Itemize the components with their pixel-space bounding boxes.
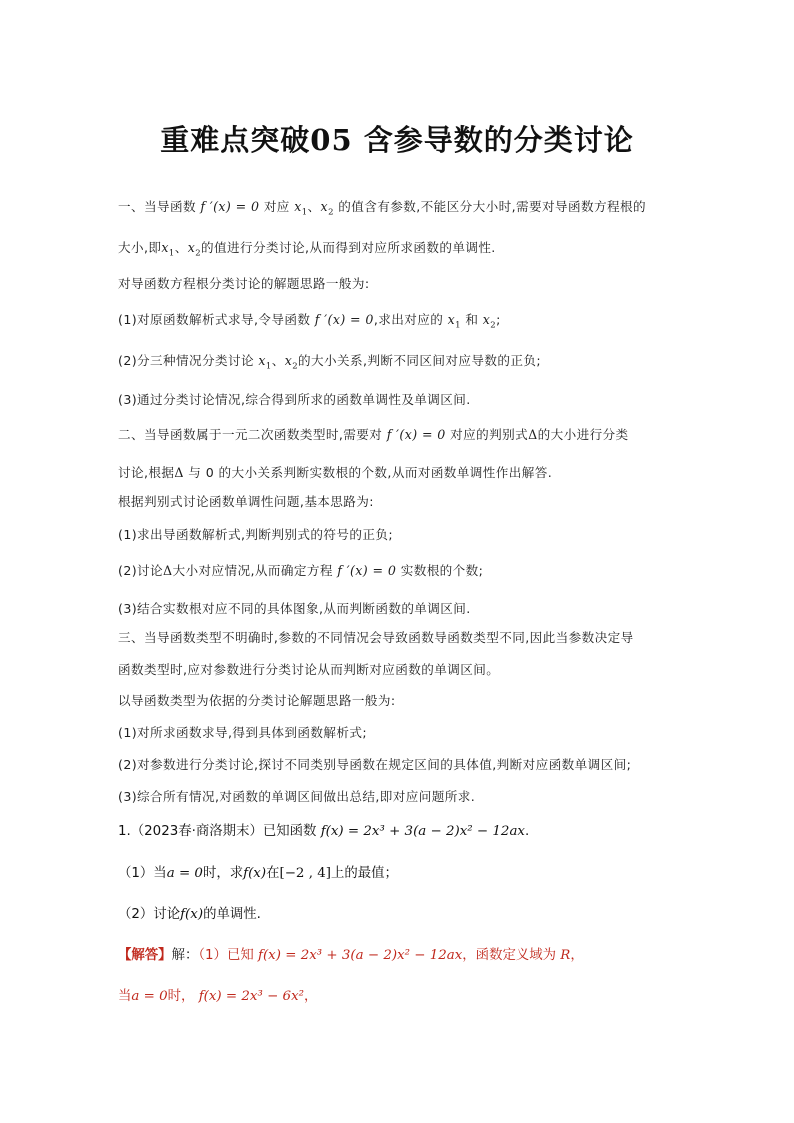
text: 和 bbox=[465, 312, 479, 327]
text: 实数根的个数; bbox=[400, 563, 484, 578]
sec2-line1 bbox=[118, 424, 629, 443]
subscript: 2 bbox=[328, 207, 334, 218]
text: 与 0 的大小关系判断实数根的个数,从而对函数单调性作出解答. bbox=[188, 465, 553, 480]
subscript: 2 bbox=[292, 361, 299, 372]
math-fx: f(x) bbox=[243, 866, 267, 881]
math-x1: x bbox=[161, 240, 169, 255]
problem-question bbox=[118, 820, 529, 839]
math-interval: [−2 , 4] bbox=[279, 866, 331, 881]
sec1-line1 bbox=[118, 196, 646, 218]
subscript: 1 bbox=[265, 361, 272, 372]
math-x2: x bbox=[482, 312, 491, 327]
math-f-definition: f(x) = 2x³ + 3(a − 2)x² − 12ax bbox=[258, 948, 463, 963]
text: 大小对应情况,从而确定方程 bbox=[172, 563, 333, 578]
math-fprime-zero: f ′(x) = 0 bbox=[200, 199, 260, 214]
math-f-at-a-zero: f(x) = 2x³ − 6x² bbox=[198, 989, 304, 1004]
math-fx: f(x) bbox=[180, 907, 204, 922]
answer-line1 bbox=[118, 944, 584, 963]
sec2-line2 bbox=[118, 462, 552, 481]
sec2-line3: 根据判别式讨论函数单调性问题,基本思路为: bbox=[118, 494, 374, 509]
subscript: 1 bbox=[455, 320, 461, 331]
math-fprime-zero: f ′(x) = 0 bbox=[386, 427, 446, 442]
math-x1: x bbox=[447, 312, 456, 327]
text: （1）当 bbox=[118, 866, 167, 881]
math-x2: x bbox=[320, 199, 329, 214]
text: 对应的判别式 bbox=[450, 427, 529, 442]
math-x1: x bbox=[258, 353, 266, 368]
math-a-zero: a = 0 bbox=[166, 866, 203, 881]
text: （1）已知 bbox=[198, 948, 254, 963]
answer-line2 bbox=[118, 985, 317, 1004]
sec1-line3: 对导函数方程根分类讨论的解题思路一般为: bbox=[118, 276, 370, 291]
sec3-step1: (1)对所求函数求导,得到具体到函数解析式; bbox=[118, 725, 367, 740]
sec3-line2: 函数类型时,应对参数进行分类讨论从而判断对应函数的单调区间。 bbox=[118, 662, 500, 677]
text: ，函数定义域为 bbox=[462, 948, 557, 963]
sec3-step3: (3)综合所有情况,对函数的单调区间做出总结,即对应问题所求. bbox=[118, 789, 476, 804]
text: 的大小进行分类 bbox=[537, 427, 629, 442]
text: ,求出对应的 bbox=[373, 312, 444, 327]
text: ; bbox=[496, 312, 501, 327]
math-a-zero: a = 0 bbox=[131, 989, 168, 1004]
problem-part1 bbox=[118, 862, 398, 881]
sec1-step3: (3)通过分类讨论情况,综合得到所求的函数单调性及单调区间. bbox=[118, 392, 471, 407]
text: 对应 bbox=[263, 199, 290, 214]
sec3-line3: 以导函数类型为依据的分类讨论解题思路一般为: bbox=[118, 693, 396, 708]
sec2-step2 bbox=[118, 560, 483, 579]
math-fprime-zero: f ′(x) = 0 bbox=[337, 563, 397, 578]
text: 的值含有参数,不能区分大小时,需要对导函数方程根的 bbox=[338, 199, 646, 214]
sec1-line2 bbox=[118, 237, 496, 259]
math-x2: x bbox=[284, 353, 293, 368]
text: (2)讨论 bbox=[118, 563, 164, 578]
text: 时，求 bbox=[202, 866, 244, 881]
separator: 、 bbox=[307, 199, 321, 214]
text: ， bbox=[304, 989, 318, 1004]
math-delta: Δ bbox=[163, 563, 173, 578]
text: （2）讨论 bbox=[118, 907, 181, 922]
text: 二、当导函数属于一元二次函数类型时,需要对 bbox=[118, 427, 383, 442]
text: (2)分三种情况分类讨论 bbox=[118, 353, 254, 368]
text: 上的最值； bbox=[330, 866, 398, 881]
sec1-step2 bbox=[118, 350, 541, 372]
text: 时， bbox=[167, 989, 195, 1004]
separator: 、 bbox=[174, 240, 188, 255]
math-x2: x bbox=[187, 240, 196, 255]
text: 大小,即 bbox=[118, 240, 162, 255]
math-delta: Δ bbox=[528, 427, 538, 442]
sec2-step3: (3)结合实数根对应不同的具体图象,从而判断函数的单调区间. bbox=[118, 601, 471, 616]
problem-part2 bbox=[118, 903, 261, 922]
text: 的值进行分类讨论,从而得到对应所求函数的单调性. bbox=[201, 240, 496, 255]
subscript: 2 bbox=[195, 248, 202, 259]
subscript: 1 bbox=[168, 248, 175, 259]
math-f-definition: f(x) = 2x³ + 3(a − 2)x² − 12ax bbox=[320, 824, 525, 839]
math-x1: x bbox=[294, 199, 302, 214]
sec3-line1: 三、当导函数类型不明确时,参数的不同情况会导致函数导函数类型不同,因此当参数决定导 bbox=[118, 630, 634, 645]
text: 在 bbox=[266, 866, 280, 881]
math-R: R bbox=[560, 948, 571, 963]
math-fprime-zero: f ′(x) = 0 bbox=[314, 312, 374, 327]
text: 1.（2023春·商洛期末）已知函数 bbox=[118, 824, 317, 839]
text: ， bbox=[570, 948, 584, 963]
subscript: 2 bbox=[490, 320, 497, 331]
text: 当 bbox=[118, 989, 132, 1004]
sec3-step2: (2)对参数进行分类讨论,探讨不同类别导函数在规定区间的具体值,判断对应函数单调区间; bbox=[118, 757, 632, 772]
subscript: 1 bbox=[301, 207, 308, 218]
separator: 、 bbox=[271, 353, 285, 368]
text: 解： bbox=[171, 948, 199, 963]
answer-tag: 【解答】 bbox=[118, 948, 172, 963]
text: 讨论,根据 bbox=[118, 465, 175, 480]
text: 的大小关系,判断不同区间对应导数的正负; bbox=[298, 353, 541, 368]
text: (1)对原函数解析式求导,令导函数 bbox=[118, 312, 311, 327]
text: 的单调性. bbox=[203, 907, 261, 922]
sec2-step1: (1)求出导函数解析式,判断判别式的符号的正负; bbox=[118, 527, 393, 542]
sec1-step1 bbox=[118, 309, 501, 331]
math-delta: Δ bbox=[174, 465, 184, 480]
text: 一、当导函数 bbox=[118, 199, 196, 214]
page-title: 重难点突破05 含参导数的分类讨论 bbox=[160, 123, 634, 157]
text: . bbox=[524, 824, 530, 839]
